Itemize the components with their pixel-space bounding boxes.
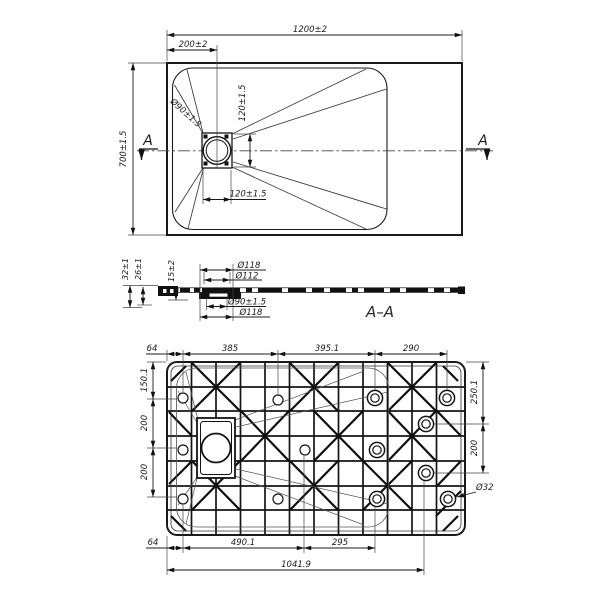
dim-top-2: 385 — [221, 344, 239, 354]
dim-height-inner-label: 26±1 — [134, 258, 143, 280]
dim-feet-diameter-label: Ø32 — [476, 483, 494, 493]
dim-dia-bottom-1-label: Ø90±1.5 — [227, 297, 267, 308]
dim-top-3: 395.1 — [314, 344, 340, 354]
dim-width-label: 1200±2 — [292, 25, 328, 35]
dim-drain-offset-label: 200±2 — [178, 40, 208, 50]
dim-drain-square-v-label: 120±1.5 — [238, 84, 248, 122]
dim-dia-top-2-label: Ø112 — [235, 271, 259, 282]
bottom-view — [140, 344, 494, 575]
drain-hole-bottom — [202, 434, 231, 463]
section-profile — [158, 286, 465, 299]
dim-left-1: 150.1 — [140, 367, 150, 393]
dim-top-1: 64 — [146, 344, 158, 354]
section-right-end — [458, 287, 465, 295]
dim-right-1: 250.1 — [470, 379, 480, 405]
dim-bottom-1: 64 — [147, 538, 159, 548]
dim-drain-square-h-label: 120±1.5 — [229, 189, 267, 200]
section-letter-right: A — [478, 133, 488, 149]
dim-right-2: 200 — [470, 439, 480, 457]
top-view-dimension-lines — [133, 35, 462, 235]
top-view-extension-lines — [128, 30, 462, 235]
section-letter-left: A — [143, 133, 153, 149]
top-view-plan — [119, 25, 493, 235]
dim-height-edge-label: 32±1 — [121, 258, 130, 280]
section-cut-marks — [139, 149, 490, 160]
dim-dia-bottom-2-label: Ø118 — [239, 308, 263, 318]
dim-top-4: 290 — [402, 344, 420, 354]
dim-left-2: 200 — [140, 414, 150, 432]
dim-height-floor-label: 15±2 — [167, 260, 176, 282]
dim-bottom-3: 295 — [331, 538, 349, 548]
drain-bottom-view — [197, 418, 235, 478]
dim-left-3: 200 — [140, 463, 150, 481]
section-title: A–A — [365, 303, 395, 321]
dim-bottom-2: 490.1 — [230, 538, 256, 548]
dim-drain-diameter-label: Ø90±1.5 — [167, 97, 203, 130]
dim-depth-label: 700±1.5 — [119, 130, 129, 168]
section-view — [121, 258, 465, 321]
dim-overall-label: 1041.9 — [281, 560, 311, 570]
dim-dia-top-1-label: Ø118 — [237, 261, 261, 271]
